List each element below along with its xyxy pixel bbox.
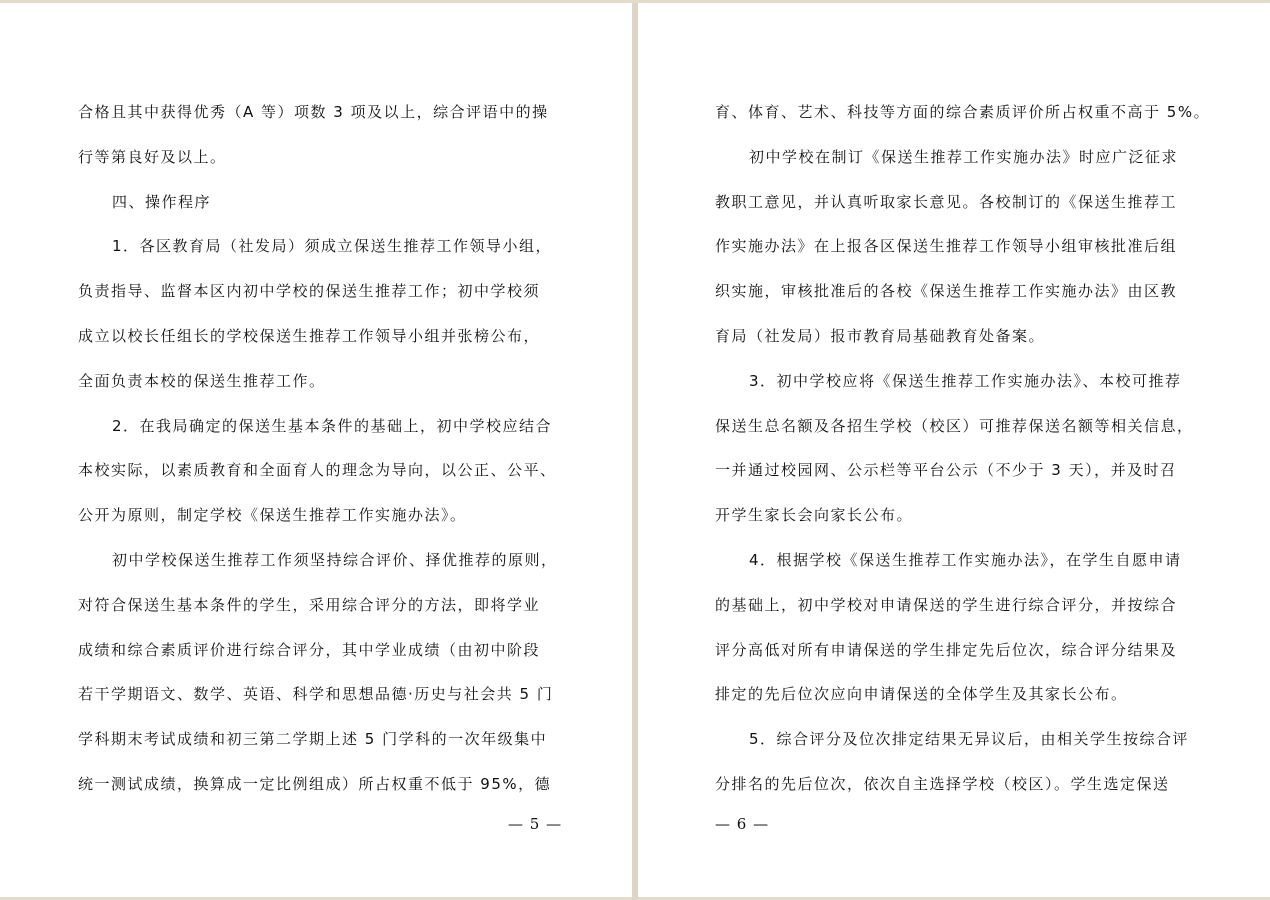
text-line: 4．根据学校《保送生推荐工作实施办法》，在学生自愿申请 [749,550,1182,569]
text-line: 行等第良好及以上。 [78,147,227,166]
text-line: 保送生总名额及各招生学校（校区）可推荐保送名额等相关信息， [715,416,1194,435]
page-number: — 5 — [508,815,563,833]
text-line: 织实施，审核批准后的各校《保送生推荐工作实施办法》由区教 [715,282,1178,301]
text-line: 成立以校长任组长的学校保送生推荐工作领导小组并张榜公布， [78,326,541,345]
page-right-body [715,90,1211,807]
text-line: 3．初中学校应将《保送生推荐工作实施办法》、本校可推荐 [749,371,1182,390]
text-line: 负责指导、监督本区内初中学校的保送生推荐工作；初中学校须 [78,282,541,301]
text-line: 排定的先后位次应向申请保送的全体学生及其家长公布。 [715,685,1128,704]
text-line: 成绩和综合素质评价进行综合评分，其中学业成绩（由初中阶段 [78,640,541,659]
page-number: — 6 — [715,815,770,833]
text-line: 合格且其中获得优秀（A 等）项数 3 项及以上，综合评语中的操 [78,103,549,121]
text-line: 育局（社发局）报市教育局基础教育处备案。 [715,326,1046,345]
text-line: 公开为原则，制定学校《保送生推荐工作实施办法》。 [78,506,467,525]
text-line: 一并通过校园网、公示栏等平台公示（不少于 3 天），并及时召 [715,461,1177,480]
text-line: 分排名的先后位次，依次自主选择学校（校区）。学生选定保送 [715,774,1170,793]
text-line: 教职工意见，并认真听取家长意见。各校制订的《保送生推荐工 [715,192,1178,211]
text-line: 统一测试成绩，换算成一定比例组成）所占权重不低于 95%，德 [78,774,552,793]
text-line: 本校实际，以素质教育和全面育人的理念为导向，以公正、公平、 [78,461,557,480]
text-line: 若干学期语文、数学、英语、科学和思想品德·历史与社会共 5 门 [78,685,554,704]
text-line: 初中学校在制订《保送生推荐工作实施办法》时应广泛征求 [749,147,1179,166]
text-line: 作实施办法》在上报各区保送生推荐工作领导小组审核批准后组 [715,237,1178,256]
page-right [638,3,1270,897]
text-line: 开学生家长会向家长公布。 [715,506,914,525]
text-line: 1．各区教育局（社发局）须成立保送生推荐工作领导小组， [112,237,553,256]
text-line: 评分高低对所有申请保送的学生排定先后位次，综合评分结果及 [715,640,1178,659]
text-line: 初中学校保送生推荐工作须坚持综合评价、择优推荐的原则， [112,550,558,569]
page-left [0,3,632,897]
text-line: 5．综合评分及位次排定结果无异议后，由相关学生按综合评 [749,730,1190,749]
text-line: 对符合保送生基本条件的学生，采用综合评分的方法，即将学业 [78,595,541,614]
text-line: 2．在我局确定的保送生基本条件的基础上，初中学校应结合 [112,416,553,435]
page-left-body [78,90,560,807]
text-line: 全面负责本校的保送生推荐工作。 [78,371,326,390]
text-line: 育、体育、艺术、科技等方面的综合素质评价所占权重不高于 5%。 [715,103,1211,121]
section-heading: 四、操作程序 [112,192,212,211]
text-line: 学科期末考试成绩和初三第二学期上述 5 门学科的一次年级集中 [78,730,548,749]
text-line: 的基础上，初中学校对申请保送的学生进行综合评分，并按综合 [715,595,1178,614]
